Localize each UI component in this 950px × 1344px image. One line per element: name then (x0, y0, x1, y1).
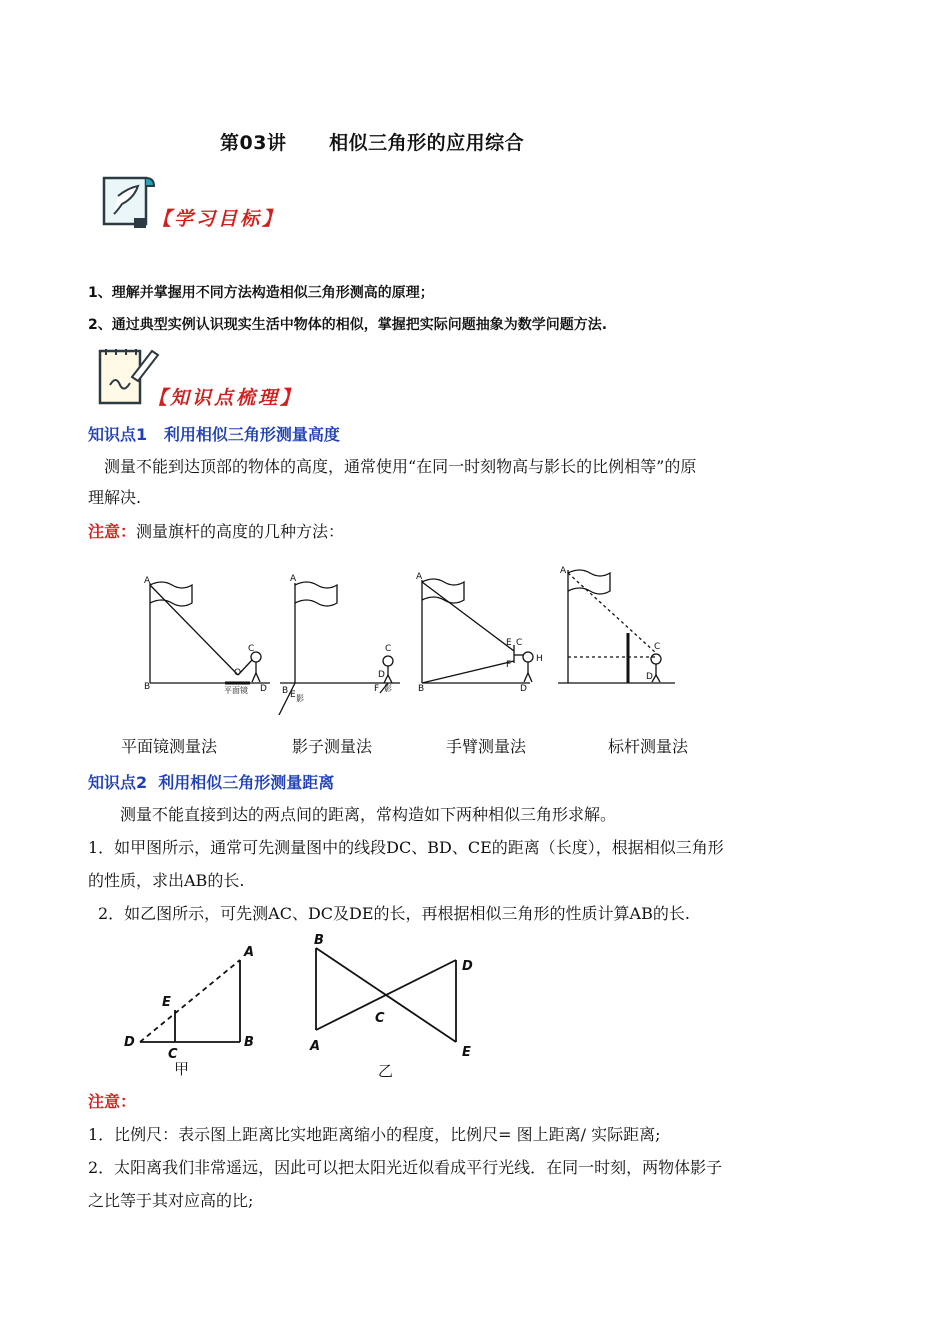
goals-banner-text: 【学习目标】 (152, 208, 285, 230)
yi-label-B: B (314, 933, 324, 948)
fig3-label-D: D (520, 684, 527, 694)
fig2-label-F: F (374, 684, 380, 694)
fig2-label-A: A (290, 574, 297, 584)
fig3-label-E: E (506, 638, 512, 648)
knowledge-banner-text: 【知识点梳理】 (148, 387, 303, 409)
kp1-note-label: 注意： (88, 522, 137, 541)
fig4-label-D: D (646, 672, 653, 682)
fig2-label-E: E (290, 690, 296, 700)
kp1-heading: 知识点1 利用相似三角形测量高度 (88, 425, 340, 444)
jia-caption: 甲 (174, 1060, 190, 1078)
fig3-label-A: A (416, 572, 423, 582)
objective-2: 2、通过典型实例认识现实生活中物体的相似，掌握把实际问题抽象为数学问题方法. (88, 317, 608, 333)
kp1-note-text: 测量旗杆的高度的几种方法： (136, 522, 345, 541)
fig1-label-D: D (260, 684, 267, 694)
distance-figures (120, 930, 500, 1080)
objective-1: 1、理解并掌握用不同方法构造相似三角形测高的原理； (88, 285, 434, 301)
fig4-label-C: C (654, 642, 661, 652)
page-title: 第03讲 相似三角形的应用综合 (220, 132, 525, 154)
yi-label-C: C (375, 1011, 385, 1026)
scroll-quill-icon (90, 168, 160, 238)
yi-label-E: E (462, 1045, 471, 1060)
yi-label-D: D (462, 959, 473, 974)
caption-arm-method: 手臂测量法 (446, 737, 527, 756)
knowledge-banner (92, 345, 332, 413)
kp1-note (88, 520, 344, 544)
fig1-label-O: O (234, 668, 242, 678)
fig1-label-B: B (144, 682, 151, 692)
kp2-item2: 2．如乙图所示，可先测AC、DC及DE的长，再根据相似三角形的性质计算AB的长. (98, 904, 690, 923)
notes-label: 注意： (88, 1092, 137, 1111)
jia-label-D: D (124, 1035, 135, 1050)
kp2-intro: 测量不能直接到达的两点间的距离，常构造如下两种相似三角形求解。 (120, 805, 617, 824)
fig2-label-B: B (282, 686, 289, 696)
jia-label-B: B (244, 1035, 254, 1050)
jia-label-E: E (162, 995, 171, 1010)
fig3-label-H: H (536, 654, 543, 664)
fig1-label-mirror: 平面镜 (224, 686, 248, 695)
caption-pole-method: 标杆测量法 (608, 737, 689, 756)
fig2-label-shadow2: 影 (384, 684, 392, 693)
fig2-label-D: D (378, 670, 385, 680)
fig2-label-C: C (385, 644, 392, 654)
fig1-label-A: A (144, 576, 151, 586)
kp2-item1-line1: 1．如甲图所示，通常可先测量图中的线段DC、BD、CE的距离（长度），根据相似三角形 (88, 838, 724, 857)
jia-label-C: C (168, 1047, 178, 1062)
kp2-heading: 知识点2 利用相似三角形测量距离 (88, 773, 335, 792)
fig1-label-C: C (248, 644, 255, 654)
notes-item2-line2: 之比等于其对应高的比; (88, 1191, 254, 1210)
kp2-item1-line2: 的性质，求出AB的长. (88, 871, 245, 890)
fig4-label-A: A (560, 566, 567, 576)
caption-mirror-method: 平面镜测量法 (121, 737, 218, 756)
jia-label-A: A (244, 945, 255, 960)
notes-item1: 1．比例尺：表示图上距离比实地距离缩小的程度，比例尺= 图上距离/ 实际距离; (88, 1125, 661, 1144)
flagpole-figures (140, 565, 840, 715)
kp1-body-line2: 理解决. (88, 488, 142, 507)
yi-caption: 乙 (378, 1062, 394, 1080)
kp1-body-line1: 测量不能到达顶部的物体的高度，通常使用“在同一时刻物高与影长的比例相等”的原 (104, 457, 697, 476)
fig3-label-B: B (418, 684, 425, 694)
notes-item2-line1: 2．太阳离我们非常遥远，因此可以把太阳光近似看成平行光线．在同一时刻，两物体影子 (88, 1158, 723, 1177)
goals-banner (90, 168, 310, 240)
fig3-label-C: C (516, 638, 523, 648)
caption-shadow-method: 影子测量法 (292, 737, 373, 756)
yi-label-A: A (310, 1039, 321, 1054)
fig3-label-F: F (506, 660, 512, 670)
fig2-label-shadow1: 影 (296, 694, 304, 703)
